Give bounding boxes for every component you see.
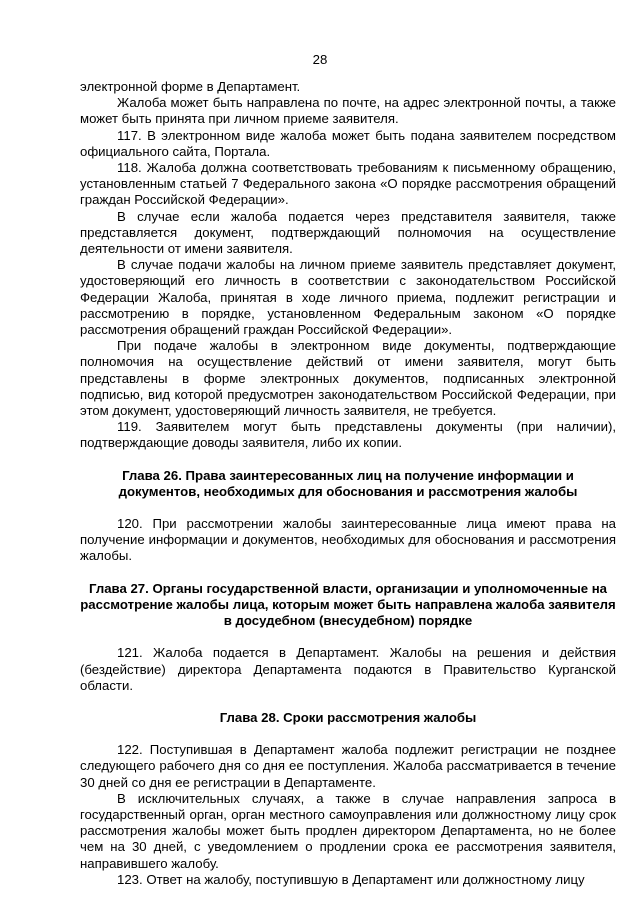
paragraph: 122. Поступившая в Департамент жалоба подлежит регистрации не позднее следующего рабочего дня со дня ее поступления. Жалоба рассматривается в течение 30 дней со дня ее регистрации в Департаменте. bbox=[80, 742, 616, 790]
paragraph: 121. Жалоба подается в Департамент. Жалобы на решения и действия (бездействие) директора Департамента подаются в Правительство Курганской области. bbox=[80, 645, 616, 693]
paragraph: 118. Жалоба должна соответствовать требованиям к письменному обращению, установленным статьей 7 Федерального закона «О порядке рассмотрения обращений граждан Российской Федерации». bbox=[80, 160, 616, 208]
document-body bbox=[80, 79, 616, 888]
section-spacer bbox=[80, 565, 616, 581]
chapter-heading: Глава 27. Органы государственной власти, организации и уполномоченные на рассмотрение жалобы лица, которым может быть направлена жалоба заявителя в досудебном (внесудебном) порядке bbox=[80, 580, 616, 629]
paragraph: В случае подачи жалобы на личном приеме заявитель представляет документ, удостоверяющий его личность в соответствии с законодательством Российской Федерации Жалоба, принятая в ходе личного приема, подлежит регистрации и рассмотрению в порядке, установленном Федеральным законом «О порядке рассмотрения обращений граждан Российской Федерации». bbox=[80, 257, 616, 338]
paragraph: 123. Ответ на жалобу, поступившую в Департамент или должностному лицу bbox=[117, 871, 585, 887]
paragraph: 117. В электронном виде жалоба может быть подана заявителем посредством официального сайта, Портала. bbox=[80, 127, 616, 159]
paragraph: 120. При рассмотрении жалобы заинтересованные лица имеют права на получение информации и документов, необходимых для обоснования и рассмотрения жалобы. bbox=[80, 516, 616, 564]
chapter-heading: Глава 28. Сроки рассмотрения жалобы bbox=[219, 709, 477, 725]
section-spacer bbox=[80, 694, 616, 710]
section-spacer bbox=[80, 500, 616, 516]
paragraph: электронной форме в Департамент. bbox=[80, 79, 301, 94]
section-spacer bbox=[80, 726, 616, 742]
section-spacer bbox=[80, 452, 616, 468]
chapter-heading: Глава 26. Права заинтересованных лиц на получение информации и документов, необходимых для обоснования и рассмотрения жалобы bbox=[118, 467, 578, 499]
paragraph: В исключительных случаях, а также в случае направления запроса в государственный орган, орган местного самоуправления или должностному лицу срок рассмотрения жалобы может быть продлен директором Департамента, но не более чем на 30 дней, с уведомлением о продлении срока ее рассмотрения заявителя, направившего жалобу. bbox=[80, 790, 616, 871]
paragraph: Жалоба может быть направлена по почте, на адрес электронной почты, а также может быть принята при личном приеме заявителя. bbox=[80, 95, 616, 127]
paragraph: 119. Заявителем могут быть представлены документы (при наличии), подтверждающие доводы заявителя, либо их копии. bbox=[80, 419, 616, 451]
paragraph: В случае если жалоба подается через представителя заявителя, также представляется документ, подтверждающий полномочия на осуществление деятельности от имени заявителя. bbox=[80, 208, 616, 257]
page-number: 28 bbox=[312, 52, 328, 67]
paragraph: При подаче жалобы в электронном виде документы, подтверждающие полномочия на осуществление действий от имени заявителя, могут быть представлены в форме электронных документов, подписанных электронной подписью, вид которой предусмотрен законодательством Российской Федерации, при этом документ, удостоверяющий личность заявителя, не требуется. bbox=[80, 338, 616, 419]
section-spacer bbox=[80, 629, 616, 645]
